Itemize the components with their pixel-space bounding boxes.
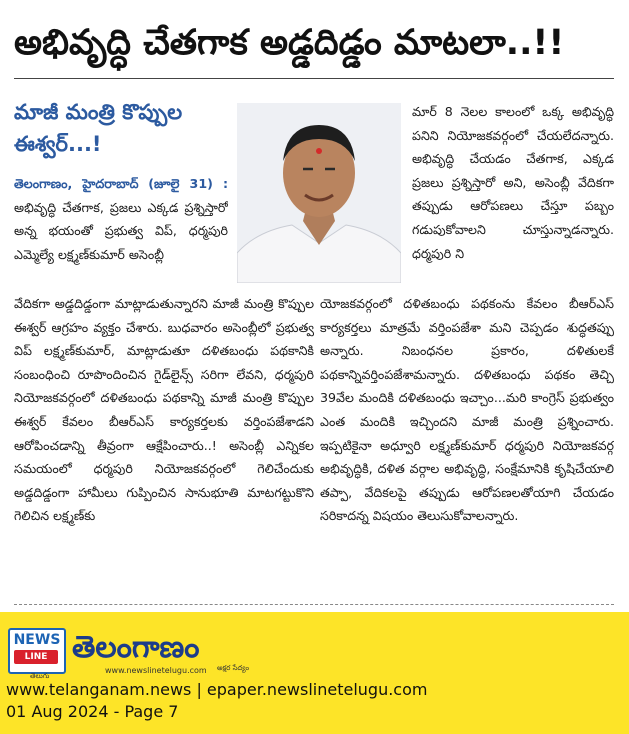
newsline-logo-bottom: LINE bbox=[14, 650, 58, 664]
right-column-body-text: యోజకవర్గంలో దళితబంధు పథకంను కేవలం బీఆర్ఎస్ కార్యకర్తలు మాత్రమే వర్తింపజేశా మని చెప్పడం శుద్ధతప్పు అన్నారు. నిబంధనల ప్రకారం, దళితులకే పథకాన్నివర్తింపజేశామన్నారు. దళితబంధు పథకం తెచ్చి 39వేల మందికి దళితబంధు ఇచ్చాం...మరి కాంగ్రెస్ ప్రభుత్వం ఎంత మందికి ఇచ్చిందని మాజీ మంత్రి ప్రశ్నించారు. ఇప్పటికైనా అధ్వూరి లక్ష్మణ్‌కుమార్ ధర్మపురి నియోజకవర్గ అభివృద్ధికి, దళిత వర్గాల అభివృద్ధి, సంక్షేమానికి కృషిచేయాలి తప్పా, వేదికలపై తప్పుడు ఆరోపణలతోయాగి చేయడం సరికాదన్న విషయం తెలుసుకోవాలన్నారు. bbox=[320, 296, 614, 524]
portrait-icon bbox=[237, 103, 401, 283]
newsline-logo bbox=[8, 628, 66, 674]
right-column-top bbox=[412, 100, 614, 290]
headline-divider bbox=[14, 78, 614, 79]
footer-sites[interactable]: www.telanganam.news | epaper.newslinetelugu.com bbox=[6, 680, 428, 699]
left-column-body bbox=[14, 292, 314, 594]
footer-divider bbox=[14, 604, 614, 605]
left-column-intro bbox=[14, 172, 228, 290]
dateline-place: తెలంగాణం, హైదరాబాద్ bbox=[14, 176, 139, 191]
footer-banner bbox=[0, 612, 629, 734]
subheadline bbox=[14, 96, 228, 160]
portrait-photo bbox=[237, 103, 401, 283]
brand-tagline: అక్షర సేద్యం bbox=[217, 664, 250, 672]
right-column-top-text: మార్ 8 నెలల కాలంలో ఒక్క అభివృద్ధి పనిని నియోజకవర్గంలో చేయలేదన్నారు. అభివృద్ధి చేయడం చేతగాక, ఎక్కడ ప్రజలు ప్రశ్నిస్తారో అని, అసెంబ్లీ వేదికగా తప్పుడు ఆరోపణలు చేస్తూ పబ్బం గడుపుకోవాలని చూస్తున్నాడన్నారు. ధర్మపురి ని bbox=[412, 104, 614, 261]
left-column-body-text: వేదికగా అడ్డదిడ్డంగా మాట్లాడుతున్నారని మాజీ మంత్రి కొప్పుల ఈశ్వర్ ఆగ్రహం వ్యక్తం చేశారు. బుధవారం అసెంబ్లీలో ప్రభుత్వ విప్ లక్ష్మణ్‌కుమార్, మాట్లాడుతూ దళితబంధు పథకానికి సంబంధించి రూపొందించిన గైడ్‌లైన్స్ సరిగా లేవని, ధర్మపురి నియోజకవర్గంలో దళితబంధు పథకాన్ని మాజీ మంత్రి కొప్పుల ఈశ్వర్ కేవలం బీఆర్ఎస్ కార్యకర్తలకు వర్తింపజేశాడని ఆరోపించడాన్ని తీవ్రంగా ఆక్షేపించారు..! అసెంబ్లీ ఎన్నికల సమయంలో ధర్మపురి నియోజకవర్గంలో గెలిచేందుకు అడ్డదిడ్డంగా హామీలు గుప్పించిన సానుభూతి మాటగట్టుకొని గెలిచిన లక్ష్మణ్‌కు bbox=[14, 296, 314, 524]
brand-url: www.newslinetelugu.com bbox=[105, 666, 207, 675]
logo-tagline: తెలుగు bbox=[30, 672, 50, 680]
dateline-date: (జూలై 31) : bbox=[148, 176, 228, 191]
footer-date-page: 01 Aug 2024 - Page 7 bbox=[6, 702, 179, 721]
subheadline-line-2: ఈశ్వర్...! bbox=[14, 132, 102, 156]
headline: అభివృద్ధి చేతగాక అడ్డదిడ్డం మాటలా..!! bbox=[14, 23, 565, 63]
telanganam-brand: తెలంగాణం bbox=[72, 630, 200, 665]
newsline-logo-top: NEWS bbox=[13, 632, 61, 648]
left-column-intro-text: అభివృద్ధి చేతగాక, ప్రజలు ఎక్కడ ప్రశ్నిస్తారో అన్న భయంతో ప్రభుత్వ విప్, ధర్మపురి ఎమ్మెల్యే లక్ష్మణ్‌కుమార్ అసెంబ్లీ bbox=[14, 199, 228, 262]
right-column-body bbox=[320, 292, 614, 594]
subheadline-line-1: మాజీ మంత్రి కొప్పుల bbox=[14, 100, 183, 124]
